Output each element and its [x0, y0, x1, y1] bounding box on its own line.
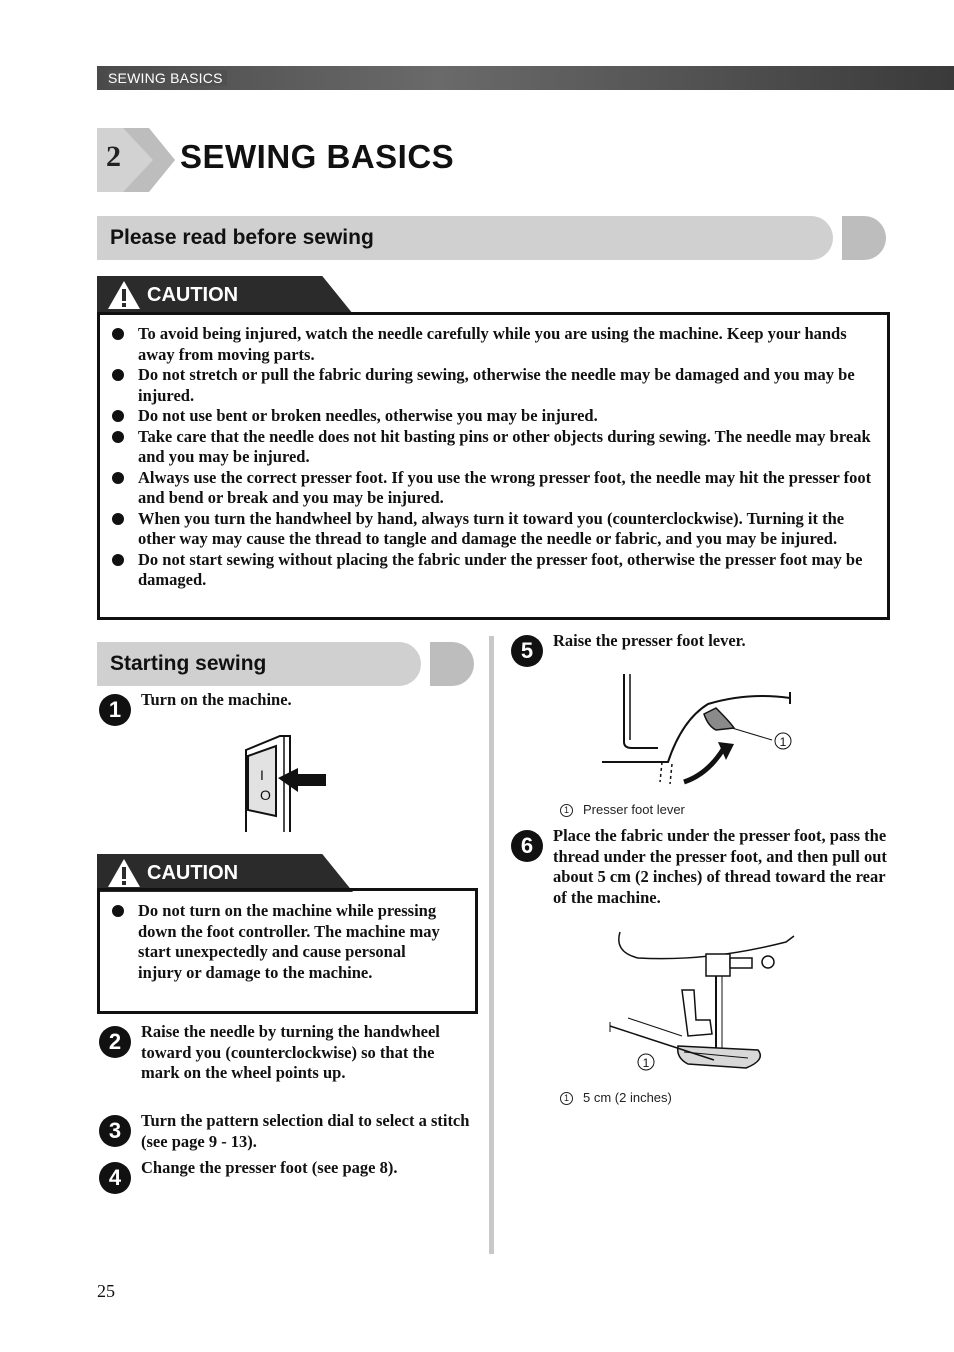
bullet-icon [112, 554, 124, 566]
warning-icon [107, 280, 141, 310]
header-section-label: SEWING BASICS [108, 70, 227, 86]
step-number-4: 4 [99, 1162, 131, 1194]
caution-label-small: CAUTION [147, 862, 239, 884]
caption-thread: 1 5 cm (2 inches) [560, 1090, 672, 1105]
bullet-icon [112, 369, 124, 381]
caution-item: Do not stretch or pull the fabric during sewing, otherwise the needle may be damaged and you may be injured. [110, 365, 876, 406]
caption-lever: 1 Presser foot lever [560, 802, 685, 817]
column-divider [489, 636, 494, 1254]
step-text-3: Turn the pattern selection dial to select a stitch (see page 9 - 13). [141, 1111, 470, 1151]
bullet-icon [112, 410, 124, 422]
step-text-1: Turn on the machine. [141, 690, 292, 709]
step-number-6: 6 [511, 830, 543, 862]
switch-off-label: O [260, 787, 271, 803]
bullet-icon [112, 905, 124, 917]
presser-foot-lever-icon [598, 670, 802, 792]
chapter-number: 2 [106, 140, 121, 173]
caution-item: Do not turn on the machine while pressing down the foot controller. The machine may start unexpectedly and cause personal injury or damage to the machine. [110, 901, 450, 983]
step-number-3: 3 [99, 1115, 131, 1147]
step-number-2: 2 [99, 1026, 131, 1058]
section-title-read: Please read before sewing [110, 226, 374, 249]
switch-on-label: I [260, 767, 264, 783]
step-number-5: 5 [511, 635, 543, 667]
bullet-icon [112, 328, 124, 340]
bullet-icon [112, 472, 124, 484]
caution-item: Take care that the needle does not hit basting pins or other objects during sewing. The needle may break and you may be injured. [110, 427, 876, 468]
section-title-start: Starting sewing [110, 652, 267, 675]
warning-icon [107, 858, 141, 888]
step-text-2: Raise the needle by turning the handwheel toward you (counterclockwise) so that the mark on the wheel points up. [141, 1022, 440, 1082]
caution-label-main: CAUTION [147, 284, 239, 306]
page-number: 25 [97, 1281, 115, 1301]
step-text-6: Place the fabric under the presser foot, pass the thread under the presser foot, and then pull out about 5 cm (2 inches) of thread toward the rear of the machine. [553, 826, 887, 907]
chapter-title: SEWING BASICS [180, 138, 455, 175]
callout-lever: 1 [779, 735, 787, 749]
caution-item: To avoid being injured, watch the needle carefully while you are using the machine. Keep your hands away from moving parts. [110, 324, 876, 365]
bullet-icon [112, 431, 124, 443]
caution-item: Always use the correct presser foot. If you use the wrong presser foot, the needle may hit the presser foot and bend or break and you may be injured. [110, 468, 876, 509]
caution-list-main [110, 324, 876, 591]
callout-thread: 1 [642, 1056, 650, 1070]
presser-foot-thread-icon [598, 928, 802, 1084]
caution-list-small [110, 901, 450, 983]
caution-item: Do not use bent or broken needles, otherwise you may be injured. [110, 406, 876, 427]
caution-item: When you turn the handwheel by hand, always turn it toward you (counterclockwise). Turning it the other way may cause the thread to tangle and damage the needle or fabric, and you may be injured. [110, 509, 876, 550]
step-number-1: 1 [99, 694, 131, 726]
section-bar-tail [430, 642, 474, 686]
step-text-4: Change the presser foot (see page 8). [141, 1158, 398, 1177]
step-text-5: Raise the presser foot lever. [553, 631, 746, 650]
power-switch-icon [236, 732, 336, 836]
section-bar-tail [842, 216, 886, 260]
bullet-icon [112, 513, 124, 525]
caution-item: Do not start sewing without placing the fabric under the presser foot, otherwise the presser foot may be damaged. [110, 550, 876, 591]
